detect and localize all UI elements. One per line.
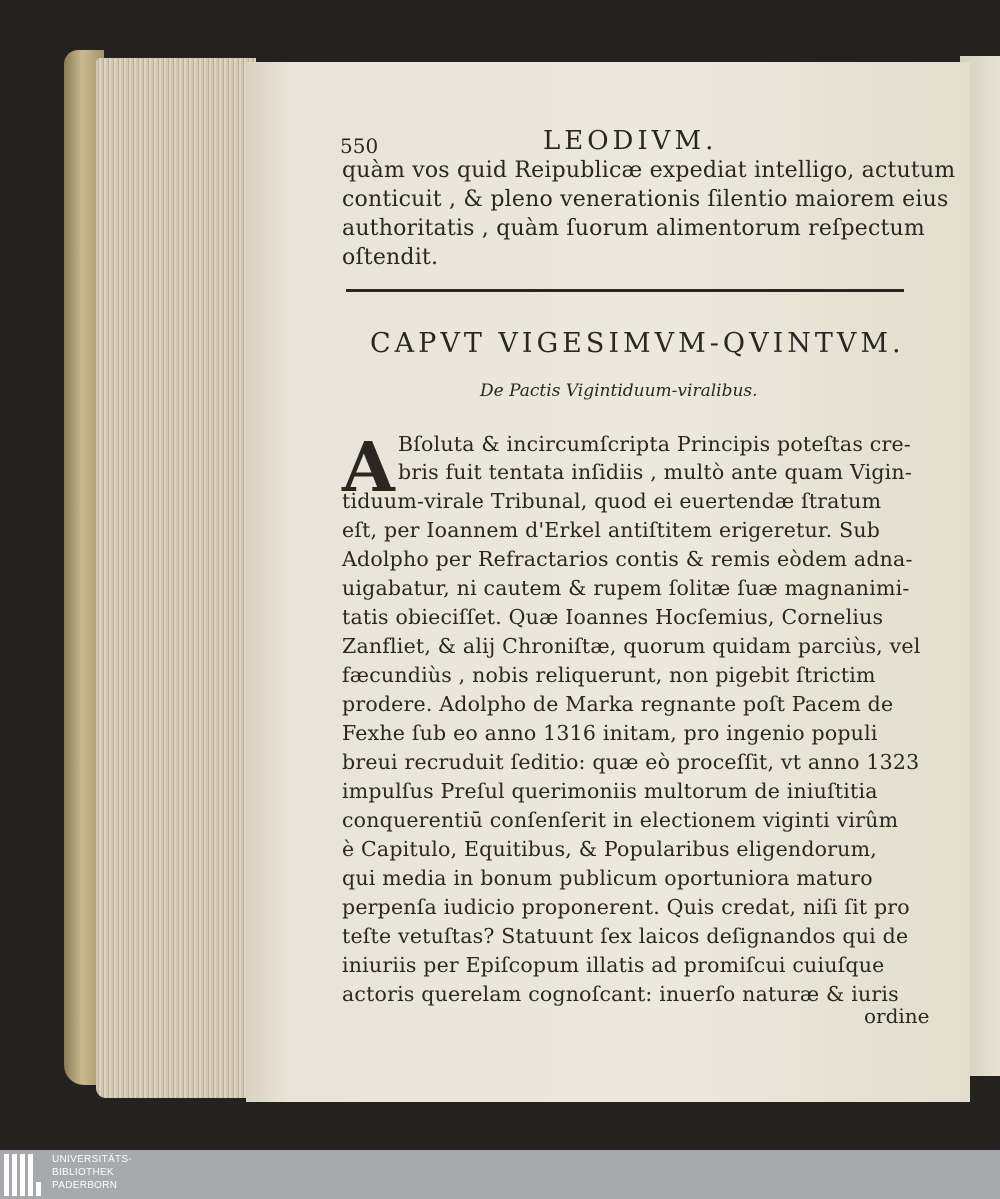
library-name-line: PADERBORN (52, 1180, 118, 1191)
body-line: prodere. Adolpho de Marka regnante poſt Pacem de (342, 692, 894, 716)
body-line: qui media in bonum publicum oportuniora maturo (342, 866, 873, 890)
chapter-subtitle: De Pactis Vigintiduum-viralibus. (480, 381, 758, 401)
intro-line: authoritatis , quàm ſuorum alimentorum reſpectum (342, 216, 925, 241)
body-line: uigabatur, ni cautem & rupem ſolitæ ſuæ magnanimi- (342, 576, 910, 600)
body-line: eſt, per Ioannem d'Erkel antiſtitem erigeretur. Sub (342, 518, 881, 542)
drop-cap: A (342, 428, 395, 508)
library-logo-icon (4, 1154, 44, 1196)
body-line: teſte vetuſtas? Statuunt ſex laicos deſignandos qui de (342, 924, 909, 948)
body-line: iniuriis per Epiſcopum illatis ad promiſcui cuiuſque (342, 953, 885, 977)
body-line: perpenſa iudicio proponerent. Quis credat, niſi ſit pro (342, 895, 910, 919)
body-line: impulſus Preſul querimoniis multorum de iniuſtitia (342, 779, 878, 803)
intro-line: quàm vos quid Reipublicæ expediat intelligo, actutum (342, 158, 956, 183)
intro-line: oſtendit. (342, 245, 439, 270)
body-line: conquerentiū conſenſerit in electionem viginti virûm (342, 808, 899, 832)
library-name-line: BIBLIOTHEK (52, 1167, 114, 1178)
body-line: Fexhe ſub eo anno 1316 initam, pro ingenio populi (342, 721, 878, 745)
section-rule (346, 289, 904, 292)
body-line: Adolpho per Refractarios contis & remis eòdem adna- (342, 547, 913, 571)
body-line: Bſoluta & incircumſcripta Principis poteſtas cre- (398, 432, 911, 456)
library-name-line: UNIVERSITÄTS- (52, 1154, 133, 1165)
body-line: fæcundiùs , nobis reliquerunt, non pigebit ſtrictim (342, 663, 876, 687)
library-footer (0, 1150, 1000, 1199)
body-line: Zanfliet, & alij Chroniſtæ, quorum quidam parciùs, vel (342, 634, 921, 658)
body-line: actoris querelam cognoſcant: inuerſo naturæ & iuris (342, 982, 899, 1006)
body-line: breui recruduit ſeditio: quæ eò proceſſit, vt anno 1323 (342, 750, 920, 774)
body-line: tatis obieciſſet. Quæ Ioannes Hocſemius, Cornelius (342, 605, 884, 629)
running-head: LEODIVM. (543, 126, 718, 156)
page-edges (96, 58, 256, 1098)
chapter-title: CAPVT VIGESIMVM-QVINTVM. (370, 328, 905, 359)
intro-line: conticuit , & pleno venerationis ſilentio maiorem eius (342, 187, 949, 212)
page-number: 550 (340, 134, 379, 158)
body-line: tiduum-virale Tribunal, quod ei euertendæ ſtratum (342, 489, 882, 513)
catchword: ordine (864, 1004, 930, 1028)
body-line: è Capitulo, Equitibus, & Popularibus eligendorum, (342, 837, 877, 861)
library-name (52, 1153, 132, 1192)
body-line: bris fuit tentata inſidiis , multò ante quam Vigin- (398, 460, 912, 484)
